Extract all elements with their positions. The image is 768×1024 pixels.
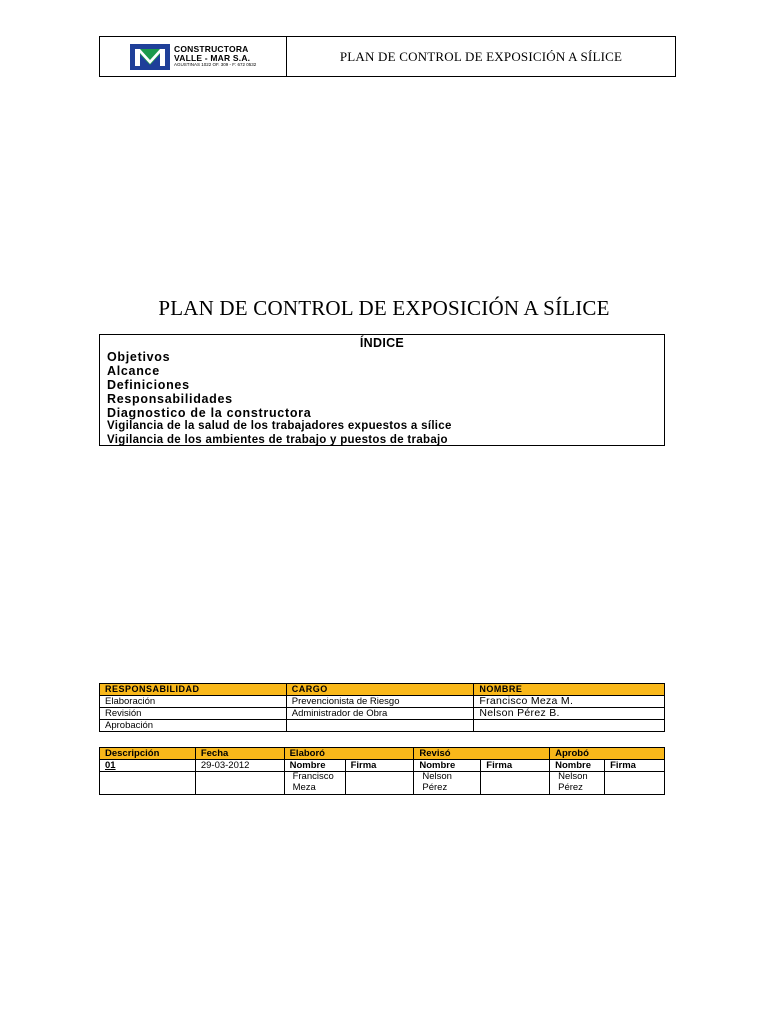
table-cell xyxy=(474,720,665,732)
index-item: Alcance xyxy=(107,364,160,378)
logo-name-line2: VALLE - MAR S.A. xyxy=(174,52,251,63)
company-logo xyxy=(130,44,256,70)
table-header-row xyxy=(100,748,665,760)
logo-address: AGUSTINAS 1022 OF. 309 - F: 672 0532 xyxy=(174,62,257,68)
table-header-row xyxy=(100,684,665,696)
table-cell-reviso-nombre xyxy=(414,772,481,795)
table-cell-elaboro-firma xyxy=(345,772,414,795)
index-item: Vigilancia de los ambientes de trabajo y puestos de trabajo xyxy=(107,433,448,446)
company-logo-mark-icon xyxy=(130,44,170,70)
table-subheader-cell: Nombre xyxy=(550,760,605,772)
index-item: Objetivos xyxy=(107,350,171,364)
logo-cell xyxy=(100,37,287,76)
table-cell xyxy=(195,772,284,795)
table-subheader-cell: Firma xyxy=(605,760,665,772)
table-cell: Revisión xyxy=(100,708,287,720)
table-row xyxy=(100,696,665,708)
table-header-cell: Aprobó xyxy=(550,748,665,760)
document-header xyxy=(99,36,676,77)
table-header-cell: Fecha xyxy=(195,748,284,760)
table-header-cell: CARGO xyxy=(286,684,474,696)
table-subheader-cell: Firma xyxy=(345,760,414,772)
table-subheader-cell: Firma xyxy=(481,760,550,772)
index-title: ÍNDICE xyxy=(359,336,405,350)
table-cell: Prevencionista de Riesgo xyxy=(286,696,474,708)
table-cell xyxy=(100,772,196,795)
table-cell-reviso-firma xyxy=(481,772,550,795)
header-title: PLAN DE CONTROL DE EXPOSICIÓN A SÍLICE xyxy=(339,48,623,64)
index-item: Definiciones xyxy=(107,378,190,392)
name-line: Pérez xyxy=(422,781,448,793)
table-header-cell: NOMBRE xyxy=(474,684,665,696)
table-cell-descripcion: 01 xyxy=(100,760,196,772)
table-row xyxy=(100,772,665,795)
table-cell-aprobo-nombre xyxy=(550,772,605,795)
name-line: Meza xyxy=(292,781,316,793)
table-subheader-cell: Nombre xyxy=(414,760,481,772)
table-cell-elaboro-nombre xyxy=(284,772,345,795)
table-cell: Nelson Pérez B. xyxy=(474,708,665,720)
table-cell xyxy=(286,720,474,732)
table-cell: Elaboración xyxy=(100,696,287,708)
table-cell-fecha: 29-03-2012 xyxy=(195,760,284,772)
index-item: Diagnostico de la constructora xyxy=(107,406,312,420)
table-row xyxy=(100,708,665,720)
page-title: PLAN DE CONTROL DE EXPOSICIÓN A SÍLICE xyxy=(158,296,610,320)
index-item: Vigilancia de la salud de los trabajadores expuestos a sílice xyxy=(107,420,452,432)
name-line: Pérez xyxy=(558,781,583,793)
table-cell: Francisco Meza M. xyxy=(474,696,665,708)
table-row xyxy=(100,720,665,732)
logo-name-line1: CONSTRUCTORA xyxy=(174,44,249,55)
revision-table xyxy=(99,747,665,795)
table-cell: Administrador de Obra xyxy=(286,708,474,720)
table-header-cell: Elaboró xyxy=(284,748,414,760)
table-subheader-cell: Nombre xyxy=(284,760,345,772)
table-header-cell: Revisó xyxy=(414,748,550,760)
table-cell-aprobo-firma xyxy=(605,772,665,795)
table-header-cell: RESPONSABILIDAD xyxy=(100,684,287,696)
table-row xyxy=(100,760,665,772)
name-line: Nelson xyxy=(422,771,452,782)
table-cell: Aprobación xyxy=(100,720,287,732)
table-header-cell: Descripción xyxy=(100,748,196,760)
index-box xyxy=(99,334,665,446)
name-line: Nelson xyxy=(558,771,588,782)
name-line: Francisco xyxy=(292,771,334,782)
index-item: Responsabilidades xyxy=(107,392,233,406)
responsibility-table xyxy=(99,683,665,732)
